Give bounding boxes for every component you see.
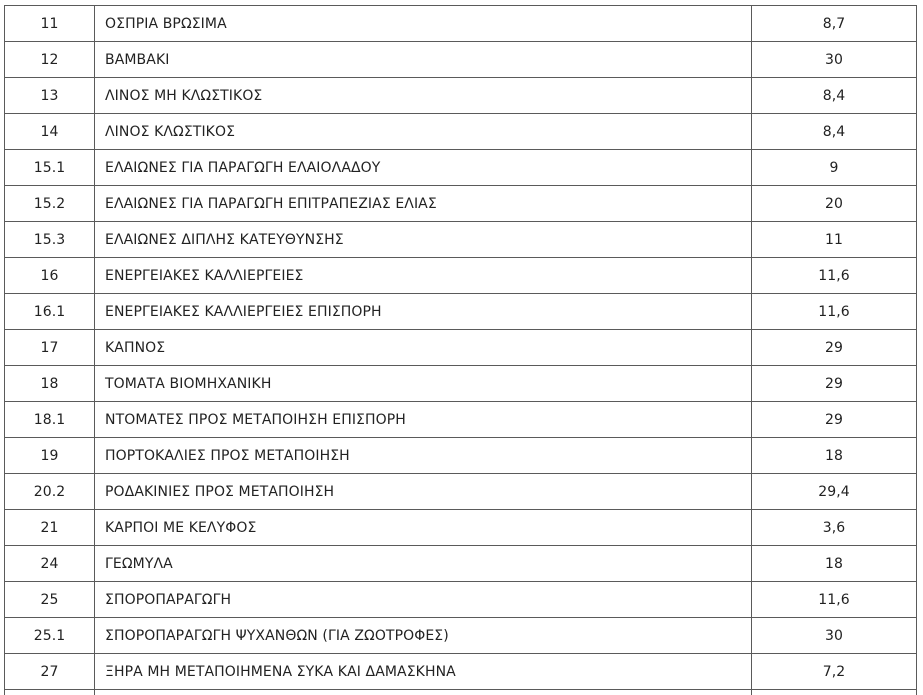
row-name-cell: ΟΣΠΡΙΑ ΒΡΩΣΙΜΑ <box>95 6 752 42</box>
row-value-cell: 30 <box>752 618 917 654</box>
table-row <box>5 294 917 330</box>
row-code-cell: 18.1 <box>5 402 95 438</box>
row-name-cell: ΕΝΕΡΓΕΙΑΚΕΣ ΚΑΛΛΙΕΡΓΕΙΕΣ <box>95 258 752 294</box>
row-value-cell: 11,6 <box>752 294 917 330</box>
row-value-cell: 11,6 <box>752 258 917 294</box>
row-code-cell: 20.2 <box>5 474 95 510</box>
table-row <box>5 474 917 510</box>
row-name-cell: ΡΟΔΑΚΙΝΙΕΣ ΠΡΟΣ ΜΕΤΑΠΟΙΗΣΗ <box>95 474 752 510</box>
row-code-cell: 17 <box>5 330 95 366</box>
crop-table-body <box>5 6 917 695</box>
row-code-cell: 25 <box>5 582 95 618</box>
row-code-cell: 13 <box>5 78 95 114</box>
row-value-cell: 11 <box>752 222 917 258</box>
row-value-cell: 8,7 <box>752 6 917 42</box>
row-code-cell: 25.1 <box>5 618 95 654</box>
row-code-cell: 15.1 <box>5 150 95 186</box>
row-name-cell: ΠΟΡΤΟΚΑΛΙΕΣ ΠΡΟΣ ΜΕΤΑΠΟΙΗΣΗ <box>95 438 752 474</box>
row-value-cell: 20 <box>752 186 917 222</box>
row-name-cell: ΤΟΜΑΤΑ ΒΙΟΜΗΧΑΝΙΚΗ <box>95 366 752 402</box>
table-row <box>5 402 917 438</box>
table-row <box>5 510 917 546</box>
row-value-cell: 8,4 <box>752 114 917 150</box>
partial-cell <box>5 690 95 695</box>
table-row <box>5 258 917 294</box>
row-code-cell: 12 <box>5 42 95 78</box>
table-row <box>5 186 917 222</box>
row-name-cell: ΝΤΟΜΑΤΕΣ ΠΡΟΣ ΜΕΤΑΠΟΙΗΣΗ ΕΠΙΣΠΟΡΗ <box>95 402 752 438</box>
row-name-cell: ΒΑΜΒΑΚΙ <box>95 42 752 78</box>
table-row <box>5 618 917 654</box>
partial-cell <box>95 690 752 695</box>
row-name-cell: ΛΙΝΟΣ ΜΗ ΚΛΩΣΤΙΚΟΣ <box>95 78 752 114</box>
row-name-cell: ΓΕΩΜΥΛΑ <box>95 546 752 582</box>
row-code-cell: 11 <box>5 6 95 42</box>
row-value-cell: 29,4 <box>752 474 917 510</box>
table-row <box>5 78 917 114</box>
row-name-cell: ΚΑΠΝΟΣ <box>95 330 752 366</box>
row-code-cell: 18 <box>5 366 95 402</box>
row-name-cell: ΕΛΑΙΩΝΕΣ ΔΙΠΛΗΣ ΚΑΤΕΥΘΥΝΣΗΣ <box>95 222 752 258</box>
row-value-cell: 9 <box>752 150 917 186</box>
row-value-cell: 29 <box>752 366 917 402</box>
table-row <box>5 366 917 402</box>
row-name-cell: ΕΛΑΙΩΝΕΣ ΓΙΑ ΠΑΡΑΓΩΓΗ ΕΠΙΤΡΑΠΕΖΙΑΣ ΕΛΙΑΣ <box>95 186 752 222</box>
row-name-cell: ΞΗΡΑ ΜΗ ΜΕΤΑΠΟΙΗΜΕΝΑ ΣΥΚΑ ΚΑΙ ΔΑΜΑΣΚΗΝΑ <box>95 654 752 690</box>
table-row <box>5 150 917 186</box>
table-row <box>5 222 917 258</box>
row-code-cell: 27 <box>5 654 95 690</box>
table-row <box>5 330 917 366</box>
row-name-cell: ΕΝΕΡΓΕΙΑΚΕΣ ΚΑΛΛΙΕΡΓΕΙΕΣ ΕΠΙΣΠΟΡΗ <box>95 294 752 330</box>
row-value-cell: 29 <box>752 402 917 438</box>
crop-table <box>4 5 917 695</box>
table-row <box>5 114 917 150</box>
table-row <box>5 546 917 582</box>
row-name-cell: ΕΛΑΙΩΝΕΣ ΓΙΑ ΠΑΡΑΓΩΓΗ ΕΛΑΙΟΛΑΔΟΥ <box>95 150 752 186</box>
table-row <box>5 42 917 78</box>
row-code-cell: 15.2 <box>5 186 95 222</box>
row-value-cell: 30 <box>752 42 917 78</box>
row-code-cell: 15.3 <box>5 222 95 258</box>
row-value-cell: 18 <box>752 546 917 582</box>
row-value-cell: 11,6 <box>752 582 917 618</box>
row-code-cell: 14 <box>5 114 95 150</box>
table-row <box>5 438 917 474</box>
table-row <box>5 654 917 690</box>
row-value-cell: 3,6 <box>752 510 917 546</box>
table-row <box>5 582 917 618</box>
row-value-cell: 29 <box>752 330 917 366</box>
row-name-cell: ΣΠΟΡΟΠΑΡΑΓΩΓΗ ΨΥΧΑΝΘΩΝ (ΓΙΑ ΖΩΟΤΡΟΦΕΣ) <box>95 618 752 654</box>
row-value-cell: 7,2 <box>752 654 917 690</box>
row-code-cell: 19 <box>5 438 95 474</box>
row-code-cell: 24 <box>5 546 95 582</box>
partial-cell <box>752 690 917 695</box>
row-value-cell: 8,4 <box>752 78 917 114</box>
row-value-cell: 18 <box>752 438 917 474</box>
row-code-cell: 16.1 <box>5 294 95 330</box>
row-name-cell: ΛΙΝΟΣ ΚΛΩΣΤΙΚΟΣ <box>95 114 752 150</box>
table-row <box>5 6 917 42</box>
row-name-cell: ΣΠΟΡΟΠΑΡΑΓΩΓΗ <box>95 582 752 618</box>
row-code-cell: 16 <box>5 258 95 294</box>
row-code-cell: 21 <box>5 510 95 546</box>
table-row-partial <box>5 690 917 695</box>
row-name-cell: ΚΑΡΠΟΙ ΜΕ ΚΕΛΥΦΟΣ <box>95 510 752 546</box>
